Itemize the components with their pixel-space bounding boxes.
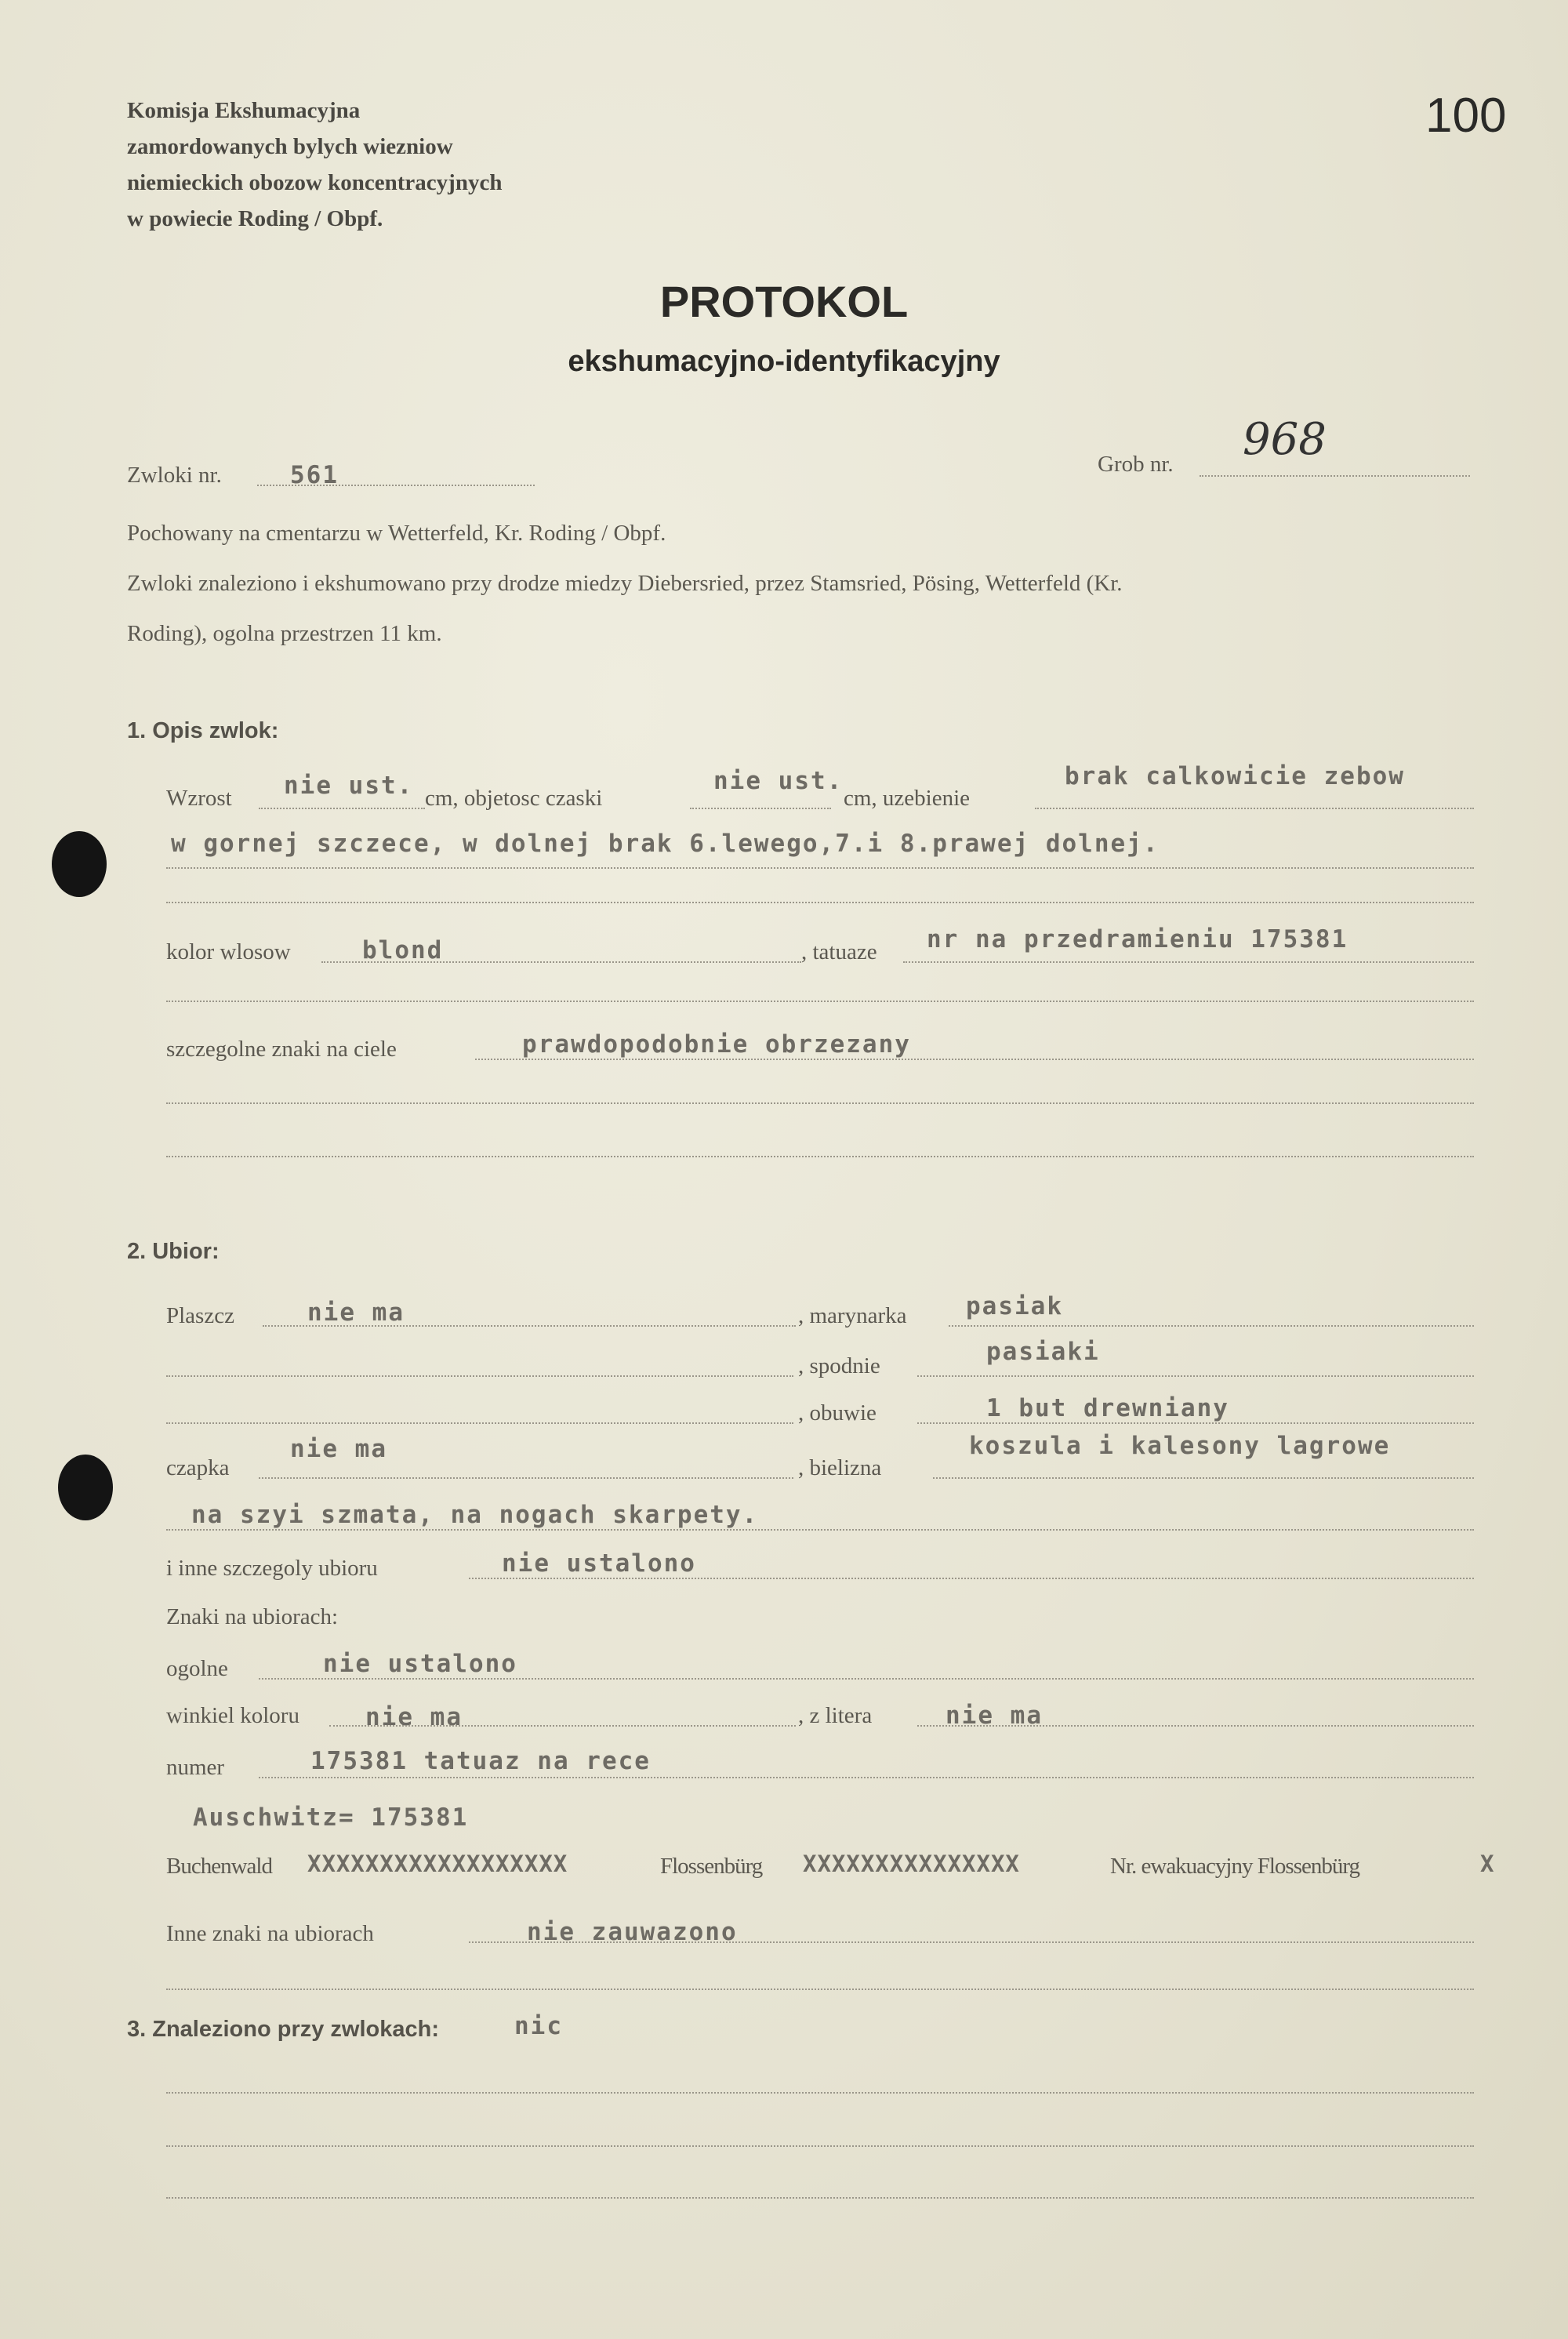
section-3-line-1 [166, 2092, 1474, 2094]
spodnie-line [166, 1375, 793, 1377]
inne-znaki-value: nie zauwazono [527, 1918, 738, 1946]
bielizna-line [933, 1477, 1474, 1479]
buchenwald-label: Buchenwald [166, 1854, 272, 1879]
plaszcz-value: nie ma [307, 1298, 405, 1327]
ogolne-value: nie ustalono [323, 1650, 517, 1678]
marynarka-value: pasiak [966, 1292, 1063, 1320]
bielizna-continued: na szyi szmata, na nogach skarpety. [191, 1501, 759, 1529]
znaki-label: szczegolne znaki na ciele [166, 1037, 397, 1062]
uzebienie-cont-line [166, 867, 1474, 869]
intro-line-3: Roding), ogolna przestrzen 11 km. [127, 621, 442, 646]
auschwitz-value: Auschwitz= 175381 [193, 1803, 469, 1832]
czaszka-value: nie ust. [713, 767, 844, 795]
intro-line-2: Zwloki znaleziono i ekshumowano przy drodze miedzy Diebersried, przez Stamsried, Pösing, Wetterfeld (Kr. [127, 571, 1123, 596]
grob-line [1200, 475, 1470, 477]
intro-line-1: Pochowany na cmentarzu w Wetterfeld, Kr. Roding / Obpf. [127, 521, 666, 546]
spodnie-label: , spodnie [798, 1353, 880, 1378]
obuwie-value-line [917, 1422, 1474, 1424]
numer-line [259, 1777, 1474, 1778]
litera-value: nie ma [946, 1702, 1043, 1730]
spodnie-value: pasiaki [986, 1338, 1100, 1366]
header-line-3: niemieckich obozow koncentracyjnych [127, 170, 503, 195]
inne-znaki-blank-line [166, 1989, 1474, 1990]
ogolne-line [259, 1678, 1474, 1680]
punch-hole-bottom [58, 1455, 113, 1520]
header-line-4: w powiecie Roding / Obpf. [127, 206, 383, 231]
grob-value: 968 [1243, 414, 1327, 465]
czapka-label: czapka [166, 1455, 230, 1480]
bielizna-value: koszula i kalesony lagrowe [969, 1432, 1391, 1460]
znaki-blank-line-1 [166, 1102, 1474, 1104]
uzebienie-label: cm, uzebienie [844, 786, 971, 811]
header-line-2: zamordowanych bylych wiezniow [127, 134, 453, 159]
wzrost-value: nie ust. [284, 772, 414, 800]
plaszcz-label: Plaszcz [166, 1303, 234, 1328]
zwloki-value: 561 [290, 461, 339, 489]
wzrost-cm-label: cm, objetosc czaski [425, 786, 603, 811]
znaki-value: prawdopodobnie obrzezany [522, 1030, 911, 1059]
winkiel-line [329, 1725, 796, 1727]
ewakuacyjny-xxx: X [1480, 1850, 1496, 1877]
bielizna-cont-line [166, 1529, 1474, 1531]
plaszcz-line [263, 1325, 796, 1327]
inne-szczegoly-line [469, 1578, 1474, 1579]
inne-znaki-line [469, 1941, 1474, 1943]
wzrost-label: Wzrost [166, 786, 232, 811]
document-subtitle: ekshumacyjno-identyfikacyjny [568, 345, 1000, 378]
header-line-1: Komisja Ekshumacyjna [127, 98, 361, 123]
litera-label: , z litera [798, 1703, 873, 1728]
ewakuacyjny-label: Nr. ewakuacyjny Flossenbürg [1110, 1854, 1359, 1879]
section-3-line-3 [166, 2197, 1474, 2199]
zwloki-label: Zwloki nr. [127, 463, 222, 488]
czapka-line [259, 1477, 793, 1479]
czapka-value: nie ma [290, 1435, 387, 1463]
uzebienie-value: brak calkowicie zebow [1065, 762, 1405, 790]
znaki-na-ubiorach-label: Znaki na ubiorach: [166, 1604, 339, 1629]
obuwie-line [166, 1422, 793, 1424]
numer-label: numer [166, 1755, 225, 1780]
inne-szczegoly-value: nie ustalono [502, 1549, 696, 1578]
flossenburg-xxx: XXXXXXXXXXXXXXX [803, 1850, 1020, 1877]
inne-szczegoly-label: i inne szczegoly ubioru [166, 1556, 378, 1581]
spodnie-value-line [917, 1375, 1474, 1377]
buchenwald-xxx: XXXXXXXXXXXXXXXXXX [307, 1850, 568, 1877]
bielizna-label: , bielizna [798, 1455, 882, 1480]
wlosy-blank-line [166, 1001, 1474, 1002]
wlosy-value: blond [362, 936, 444, 964]
wlosy-label: kolor wlosow [166, 939, 291, 964]
punch-hole-top [52, 831, 107, 897]
uzebienie-continued: w gornej szczece, w dolnej brak 6.lewego,7.i 8.prawej dolnej. [171, 830, 1160, 858]
wzrost-line [259, 808, 425, 809]
tatuaze-label: , tatuaze [801, 939, 877, 964]
section-3-heading: 3. Znaleziono przy zwlokach: [127, 2017, 440, 2042]
numer-value: 175381 tatuaz na rece [310, 1747, 651, 1775]
tatuaze-line [903, 961, 1474, 963]
grob-label: Grob nr. [1098, 452, 1174, 477]
obuwie-value: 1 but drewniany [986, 1394, 1229, 1422]
obuwie-label: , obuwie [798, 1400, 877, 1426]
ogolne-label: ogolne [166, 1656, 228, 1681]
marynarka-label: , marynarka [798, 1303, 907, 1328]
czaszka-line [690, 808, 831, 809]
section-3-line-2 [166, 2145, 1474, 2147]
znaki-blank-line-2 [166, 1156, 1474, 1157]
tatuaze-value: nr na przedramieniu 175381 [927, 925, 1348, 953]
winkiel-label: winkiel koloru [166, 1703, 299, 1728]
section-1-heading: 1. Opis zwlok: [127, 718, 279, 743]
page-number: 100 [1425, 89, 1507, 143]
zwloki-line [257, 485, 535, 486]
inne-znaki-label: Inne znaki na ubiorach [166, 1921, 374, 1946]
section-3-value: nic [514, 2012, 563, 2040]
marynarka-line [949, 1325, 1474, 1327]
winkiel-value: nie ma [365, 1703, 463, 1731]
section-2-heading: 2. Ubior: [127, 1239, 220, 1264]
document-title: PROTOKOL [659, 277, 909, 326]
opis-blank-line [166, 902, 1474, 903]
flossenburg-label: Flossenbürg [660, 1854, 763, 1879]
uzebienie-line [1035, 808, 1474, 809]
znaki-line [475, 1059, 1474, 1060]
litera-line [917, 1725, 1474, 1727]
wlosy-line [321, 961, 801, 963]
